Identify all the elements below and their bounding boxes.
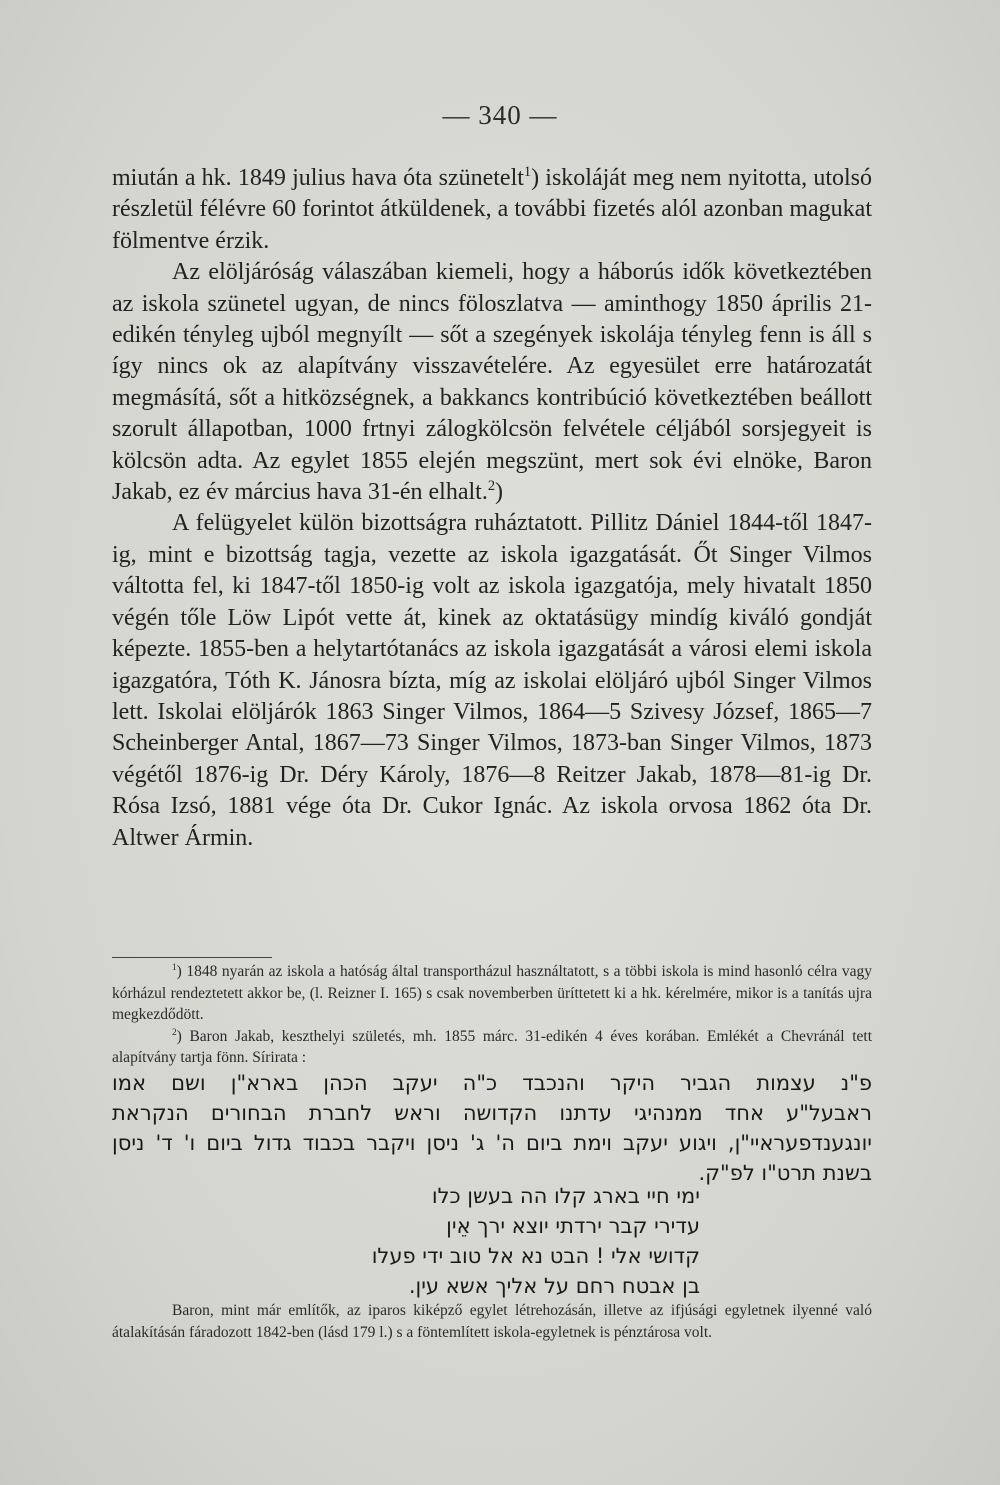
paragraph-2-text-cont: ) (495, 479, 504, 506)
epitaph-line: בשנת תרט"ו לפ"ק. (698, 1161, 872, 1185)
footnote-ref-2: 2 (487, 478, 496, 495)
paragraph-3: A felügyelet külön bizottságra ruháztatott. Pillitz Dániel 1844-től 1847-ig, mint e bizottság tagja, vezette az iskola igazgatását. Őt Singer Vilmos váltotta fel, ki 1847-től 1850-ig volt az iskola igazgatója, mely hivatalt 1850 végén tőle Löw Lipót vette át, kinek az oktatásügy mindíg kiváló gondját képezte. 1855-ben a helytartótanács az iskola igazgatását a városi elemi iskola igazgatóra, Tóth K. Jánosra bízta, míg az iskolai elöljáró ujból Singer Vilmos lett. Iskolai elöljárók 1863 Singer Vilmos, 1864—5 Szivesy József, 1865—7 Scheinberger Antal, 1867—73 Singer Vilmos, 1873-ban Singer Vilmos, 1873 végétől 1876-ig Dr. Déry Károly, 1876—8 Reitzer Jakab, 1878—81-ig Dr. Rósa Izsó, 1881 vége óta Dr. Cukor Ignác. Az iskola orvosa 1862 óta Dr. Altwer Ármin. (112, 510, 872, 851)
epitaph-line: פ"נ עצמות הגביר היקר והנכבד כ"ה יעקב הכהן בארא"ן ושם אמו (112, 1071, 872, 1095)
poem-verse: עדירי קבר ירדתי יוצא ירך אֵין (446, 1214, 700, 1238)
epitaph-line: ראבעל"ע אחד ממנהיגי עדתנו הקדושה וראש לחברת הבחורים הנקראת (112, 1101, 872, 1125)
poem-verse: קדושי אלי ! הבט נא אל טוב ידי פעלו (371, 1244, 700, 1268)
paragraph-2 (112, 257, 872, 508)
paragraph-1-text-cont: ) iskoláját meg nem nyitotta, utolsó részletül félévre 60 forintot átküldenek, a további fizetés alól azonban magukat fölmentve érzik. (112, 165, 873, 254)
footnote-2-text: ) Baron Jakab, keszthelyi születés, mh. 1855 márc. 31-edikén 4 éves korában. Emlékét a Chevránál tett alapítvány tartja fönn. Sírirata : (112, 1027, 872, 1066)
footnote-divider (112, 957, 272, 958)
main-text (112, 163, 872, 854)
hebrew-epitaph (112, 1068, 872, 1188)
footnote-1-text: ) 1848 nyarán az iskola a hatóság által transportházul használtatott, s a többi iskola is mind hasonló célra vagy kórházul rendeztetett akkor be, (l. Reizner I. 165) s csak novemberben üríttetett ki a hk. kérelmére, mikor is a tanítás ujra megkezdődött. (112, 963, 872, 1023)
footnote-1 (112, 961, 872, 1026)
closing-note (112, 1300, 872, 1343)
epitaph-line: יונגענדפעראיי"ן, ויגוע יעקב וימת ביום ה' ג' ניסן ויקבר בכבוד גדול ביום ו' ד' ניסן (112, 1131, 872, 1155)
poem-verse: בן אבטח רחם על אליך אשא עין. (408, 1274, 700, 1298)
closing-paragraph: Baron, mint már említők, az iparos kiképző egylet létrehozásán, illetve az ifjúsági egyletnek ilyenné való átalakításán fáradozott 1842-ben (lásd 179 l.) s a föntemlített iskola-egyletnek is pénztárosa volt. (112, 1302, 872, 1341)
footnote-2 (112, 1026, 872, 1069)
footnote-1-mark: 1 (172, 962, 177, 973)
paragraph-2-text: Az elöljáróság válaszában kiemeli, hogy a háborús idők következtében az iskola szünetel ugyan, de nincs föloszlatva — aminthogy 1850 április 21-edikén tényleg ujból megnyílt — sőt a szegények iskolája tényleg fenn is áll s így nincs ok az alapítvány visszavételére. Az egyesület erre határozatát megmásítá, sőt a hitközségnek, a bakkancs kontribúció következtében beállott szorult állapotban, 1000 frtnyi zálogkölcsön felvétele céljából sorsjegyeit is kölcsön adta. Az egylet 1855 elején megszünt, mert sok évi elnöke, Baron Jakab, ez év március hava 31-én elhalt. (112, 259, 872, 506)
hebrew-poem (280, 1181, 700, 1301)
footnotes (112, 961, 872, 1069)
footnote-ref-1: 1 (523, 164, 532, 180)
page-number: — 340 — (442, 100, 558, 130)
poem-verse: ימי חיי בארג קלו הה בעשן כלו (431, 1184, 700, 1208)
footnote-2-mark: 2 (172, 1027, 177, 1038)
paragraph-1 (112, 163, 872, 257)
paragraph-1-text: miután a hk. 1849 julius hava óta szünetelt (112, 165, 524, 191)
